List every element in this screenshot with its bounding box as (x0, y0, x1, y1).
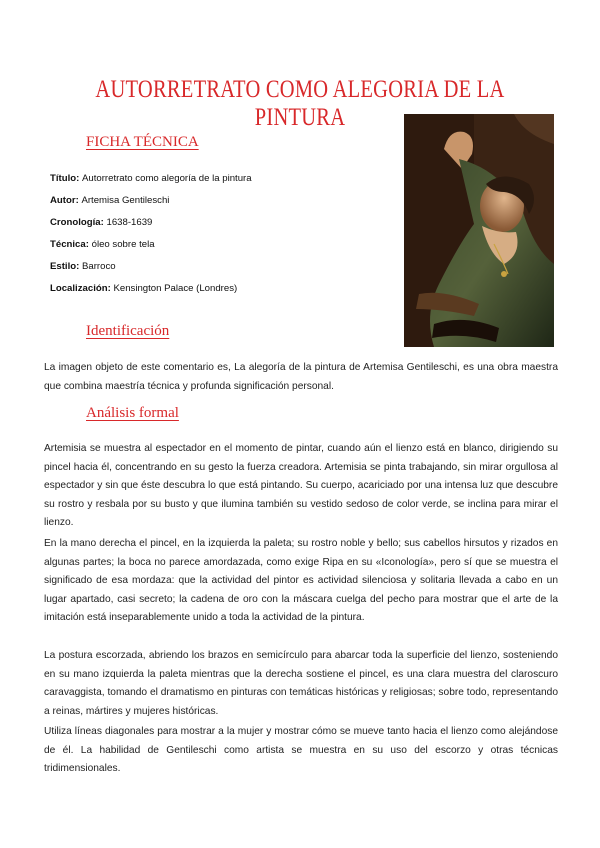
ficha-key: Estilo (50, 261, 77, 272)
ficha-item-titulo: Título: Autorretrato como alegoría de la pintura (50, 173, 252, 184)
ficha-key: Localización (50, 283, 108, 294)
ficha-value: 1638-1639 (106, 217, 153, 228)
analisis-paragraph-3: La postura escorzada, abriendo los brazos en semicírculo para abarcar toda la superficie del lienzo, sosteniendo en su mano izquierda la paleta mientras que la derecha sostiene el pincel, es una clara muestra del claroscuro caravaggista, tomando el dramatismo en pinturas con temáticas históricas y religiosas; sobre todo, representando a reinas, mártires y mujeres históricas. (44, 650, 558, 717)
page-title: AUTORRETRATO COMO ALEGORIA DE LA PINTURA (95, 76, 505, 131)
ficha-value: Barroco (82, 261, 116, 272)
ficha-item-cronologia: Cronología: 1638-1639 (50, 217, 153, 228)
ficha-key: Técnica (50, 239, 86, 250)
ficha-value: Artemisa Gentileschi (81, 195, 170, 206)
ficha-item-tecnica: Técnica: óleo sobre tela (50, 239, 155, 250)
ficha-item-estilo: Estilo: Barroco (50, 261, 116, 272)
ficha-value: óleo sobre tela (91, 239, 155, 250)
analisis-paragraph-4: Utiliza líneas diagonales para mostrar a la mujer y mostrar cómo se mueve tanto hacia el lienzo como alejándose de él. La habilidad de Gentileschi como artista se muestra en su uso del escorzo y otras técnicas tridimensionales. (44, 726, 558, 774)
analisis-paragraph-2: En la mano derecha el pincel, en la izquierda la paleta; su rostro noble y bello; sus cabellos hirsutos y rizados en algunas partes; la boca no parece amordazada, como exige Ripa en su «Iconología», pero sí que se muestra el significado de esa mordaza: que la actividad del pintor es actividad silenciosa y solitaria llevada a cabo en un lugar apartado, casi secreto; la cadena de oro con la máscara cuelga del pecho para mostrar que el arte de la imitación está inseparablemente unido a toda la actividad de la pintura. (44, 538, 558, 623)
analisis-heading: Análisis formal (86, 405, 179, 421)
ficha-item-localizacion: Localización: Kensington Palace (Londres) (50, 283, 238, 294)
identificacion-heading: Identificación (86, 323, 170, 339)
ficha-key: Cronología (50, 217, 101, 228)
ficha-item-autor: Autor: Artemisa Gentileschi (50, 195, 170, 206)
ficha-key: Autor (50, 195, 76, 206)
ficha-heading: FICHA TÉCNICA (86, 134, 199, 150)
identificacion-paragraph: La imagen objeto de este comentario es, La alegoría de la pintura de Artemisa Gentileschi, es una obra maestra que combina maestría técnica y profunda significación personal. (44, 362, 558, 392)
ficha-value: Kensington Palace (Londres) (113, 283, 238, 294)
painting-image (404, 114, 554, 347)
analisis-paragraph-1: Artemisia se muestra al espectador en el momento de pintar, cuando aún el lienzo está en blanco, dirigiendo su pincel hacia él, concentrando en su gesto la fuerza creadora. Artemisia se pinta trabajando, sin mirar orgullosa al espectador y sin que éste descubra lo que está pintando. Su cuerpo, acariciado por una intensa luz que descubre su rostro y resbala por su busto y que ilumina también su vestido sedoso de color verde, se inclina para mirar el lienzo. (44, 443, 558, 528)
ficha-list (50, 172, 252, 304)
ficha-key: Título (50, 173, 77, 184)
ficha-value: Autorretrato como alegoría de la pintura (81, 173, 252, 184)
